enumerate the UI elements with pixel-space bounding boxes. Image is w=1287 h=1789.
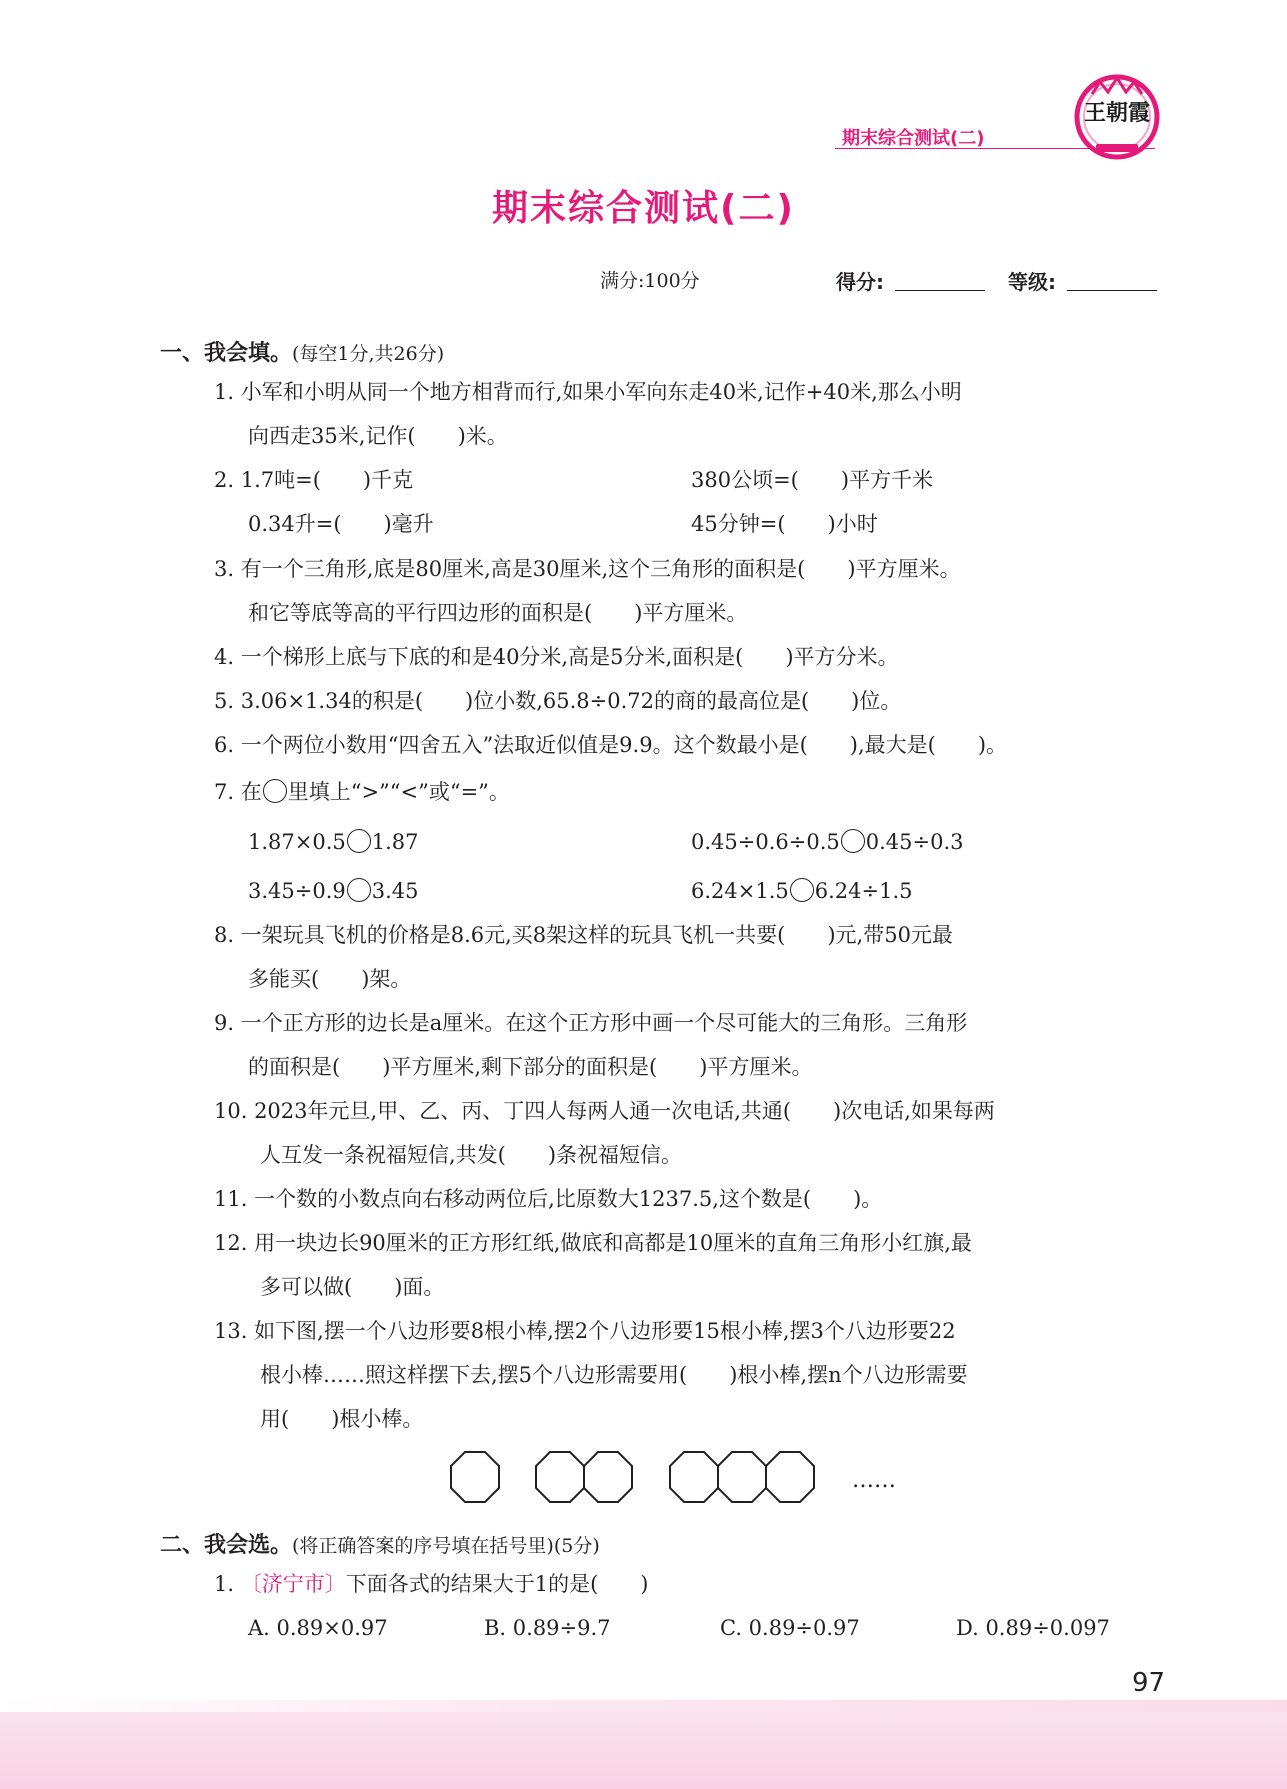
option-a[interactable]: A. 0.89×0.97 — [248, 1616, 388, 1640]
circle-blank-icon[interactable] — [347, 829, 371, 853]
octagon-figure — [440, 1448, 860, 1506]
option-c[interactable]: C. 0.89÷0.97 — [720, 1616, 860, 1640]
q1-line-2: 向西走35米,记作( )米。 — [248, 424, 508, 448]
q7-stem-a: 7. 在 — [214, 780, 262, 804]
q3-line-2: 和它等底等高的平行四边形的面积是( )平方厘米。 — [248, 601, 748, 625]
q8-line-2: 多能买( )架。 — [248, 967, 412, 991]
running-title: 期末综合测试(二) — [842, 128, 985, 149]
compare-left: 6.24×1.5 — [691, 879, 789, 903]
score-label: 得分: — [836, 270, 884, 294]
logo-text: 王朝霞 — [1083, 100, 1150, 126]
page-number: 97 — [1132, 1668, 1166, 1698]
q6-line: 6. 一个两位小数用“四舍五入”法取近似值是9.9。这个数最小是( ),最大是( )。 — [214, 733, 1008, 757]
s2-q1-stem — [214, 1574, 648, 1595]
section-1-title: 一、我会填。 — [160, 341, 293, 366]
q7-compare-1 — [248, 829, 419, 853]
compare-right: 0.45÷0.3 — [865, 830, 964, 854]
option-b[interactable]: B. 0.89÷9.7 — [484, 1616, 611, 1640]
q11-line: 11. 一个数的小数点向右移动两位后,比原数大1237.5,这个数是( )。 — [214, 1187, 883, 1211]
q3-line-1: 3. 有一个三角形,底是80厘米,高是30厘米,这个三角形的面积是( )平方厘米。 — [214, 557, 961, 581]
footer-band — [0, 1712, 1287, 1789]
q13-line-2: 根小棒……照这样摆下去,摆5个八边形需要用( )根小棒,摆n个八边形需要 — [260, 1363, 968, 1387]
option-d[interactable]: D. 0.89÷0.097 — [956, 1616, 1110, 1640]
q8-line-1: 8. 一架玩具飞机的价格是8.6元,买8架这样的玩具飞机一共要( )元,带50元最 — [214, 923, 953, 947]
compare-left: 0.45÷0.6÷0.5 — [691, 830, 840, 854]
q7-stem — [214, 779, 510, 803]
page-title: 期末综合测试(二) — [492, 188, 795, 229]
score-blank[interactable] — [895, 290, 985, 291]
compare-right: 1.87 — [371, 830, 419, 854]
q7-compare-4 — [691, 878, 913, 902]
compare-right: 6.24÷1.5 — [814, 879, 913, 903]
compare-right: 3.45 — [371, 879, 419, 903]
q2-item-4: 45分钟=( )小时 — [691, 512, 878, 536]
region-tag: 〔济宁市〕 — [240, 1572, 346, 1596]
level-label: 等级: — [1008, 270, 1056, 294]
q7-compare-2 — [691, 829, 964, 853]
q5-line: 5. 3.06×1.34的积是( )位小数,65.8÷0.72的商的最高位是( )位。 — [214, 689, 902, 713]
question-number: 1. — [214, 1572, 241, 1596]
q13-line-3: 用( )根小棒。 — [260, 1407, 424, 1431]
question-stem: 下面各式的结果大于1的是( ) — [345, 1572, 649, 1596]
octagon-icon — [670, 1452, 718, 1502]
section-1-heading — [160, 336, 444, 367]
q13-line-1: 13. 如下图,摆一个八边形要8根小棒,摆2个八边形要15根小棒,摆3个八边形要22 — [214, 1319, 956, 1343]
section-1-note: (每空1分,共26分) — [292, 343, 445, 365]
circle-blank-icon[interactable] — [841, 829, 865, 853]
q2-item-2: 380公顷=( )平方千米 — [691, 468, 934, 492]
q10-line-2: 人互发一条祝福短信,共发( )条祝福短信。 — [260, 1143, 683, 1167]
section-2-note: (将正确答案的序号填在括号里)(5分) — [292, 1535, 600, 1557]
section-2-heading — [160, 1528, 600, 1559]
q2-item-1: 2. 1.7吨=( )千克 — [214, 468, 414, 492]
compare-left: 1.87×0.5 — [248, 830, 346, 854]
section-2-title: 二、我会选。 — [160, 1533, 293, 1558]
octagon-icon — [766, 1452, 814, 1502]
full-score: 满分:100分 — [600, 270, 700, 292]
q1-line-1: 1. 小军和小明从同一个地方相背而行,如果小军向东走40米,记作+40米,那么小明 — [214, 380, 962, 404]
circle-blank-icon — [263, 779, 287, 803]
q9-line-2: 的面积是( )平方厘米,剩下部分的面积是( )平方厘米。 — [248, 1055, 813, 1079]
octagon-icon — [584, 1452, 632, 1502]
octagon-icon — [718, 1452, 766, 1502]
q10-line-1: 10. 2023年元旦,甲、乙、丙、丁四人每两人通一次电话,共通( )次电话,如果每两 — [214, 1099, 995, 1123]
q2-item-3: 0.34升=( )毫升 — [248, 512, 434, 536]
compare-left: 3.45÷0.9 — [248, 879, 346, 903]
q9-line-1: 9. 一个正方形的边长是a厘米。在这个正方形中画一个尽可能大的三角形。三角形 — [214, 1011, 968, 1035]
level-blank[interactable] — [1067, 290, 1157, 291]
q12-line-2: 多可以做( )面。 — [260, 1275, 445, 1299]
ellipsis: …… — [852, 1468, 896, 1493]
circle-blank-icon[interactable] — [790, 878, 814, 902]
octagon-icon — [536, 1452, 584, 1502]
q7-stem-b: 里填上“>”“<”或“=”。 — [287, 780, 510, 804]
q7-compare-3 — [248, 878, 419, 902]
circle-blank-icon[interactable] — [347, 878, 371, 902]
q4-line: 4. 一个梯形上底与下底的和是40分米,高是5分米,面积是( )平方分米。 — [214, 645, 899, 669]
q12-line-1: 12. 用一块边长90厘米的正方形红纸,做底和高都是10厘米的直角三角形小红旗,最 — [214, 1231, 972, 1255]
octagon-icon — [451, 1452, 499, 1502]
